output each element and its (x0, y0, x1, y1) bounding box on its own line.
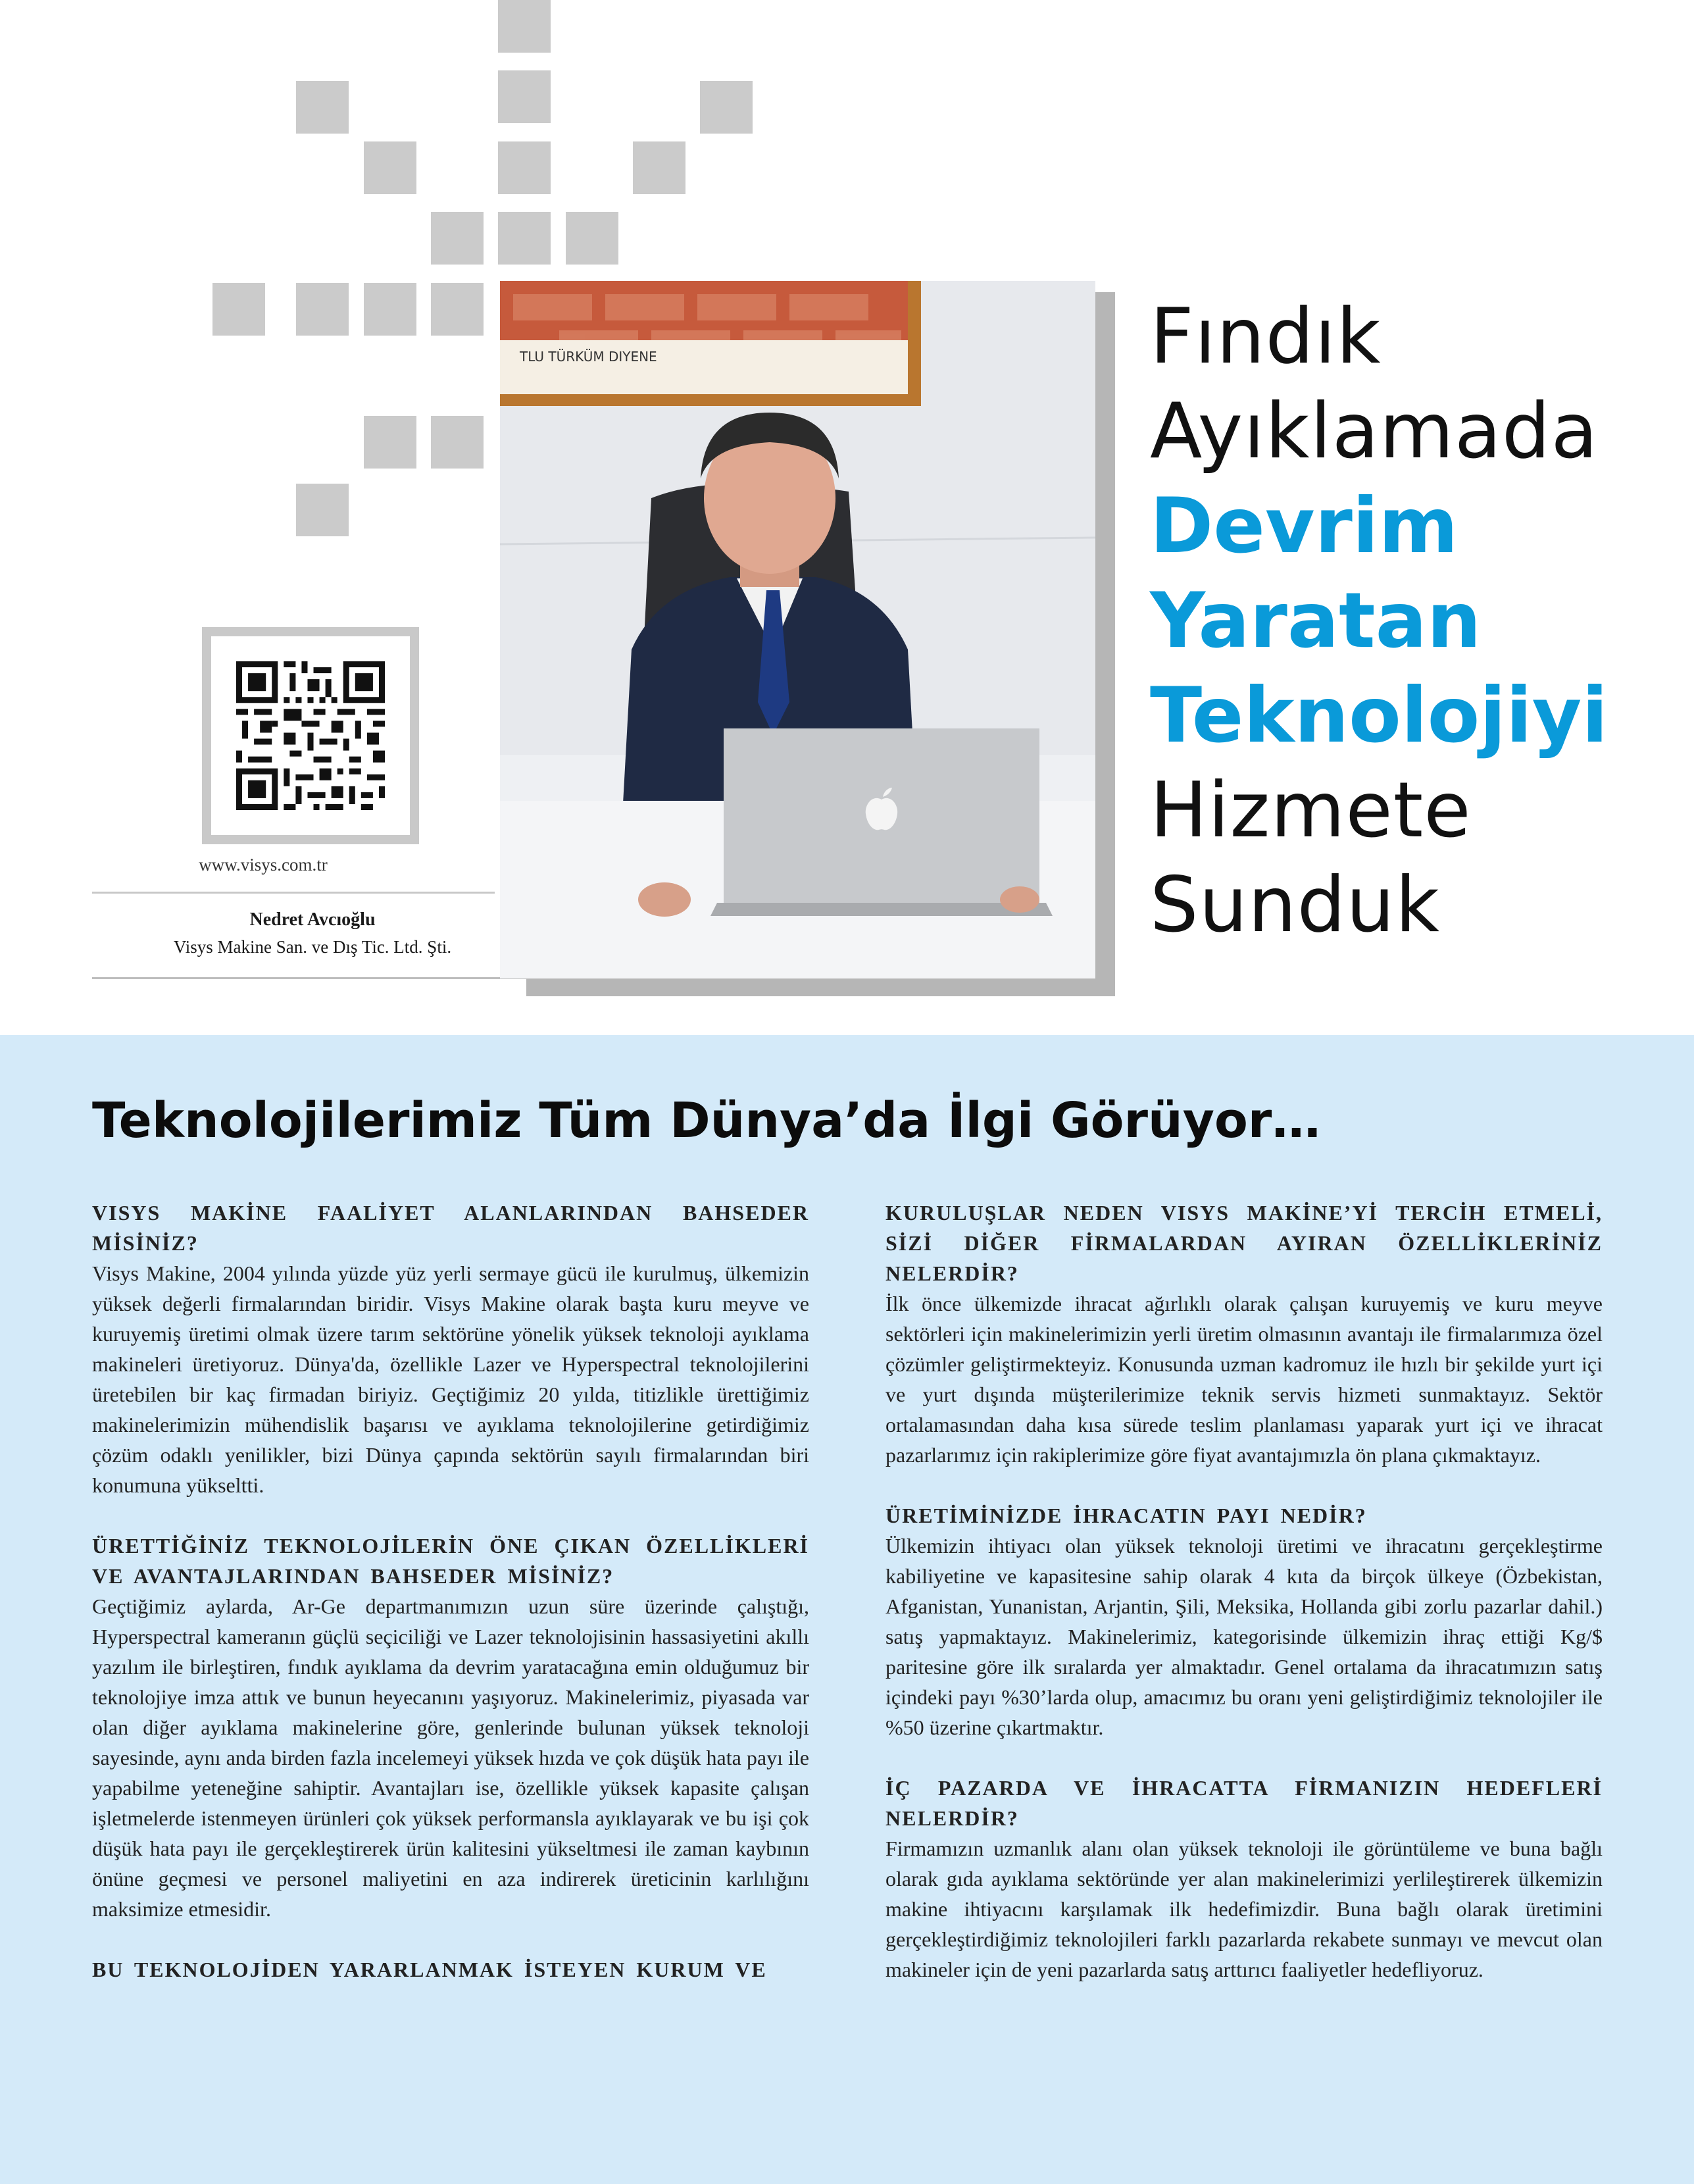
headline-highlight: Teknolojiyi (1150, 671, 1608, 760)
decor-square (296, 484, 349, 536)
person-company: Visys Makine San. ve Dış Tic. Ltd. Şti. (173, 937, 452, 957)
headline-line: Fındık (1150, 292, 1382, 381)
interview-question: BU TEKNOLOJİDEN YARARLANMAK İSTEYEN KURUM VE (92, 1958, 767, 1981)
headline (1150, 290, 1676, 953)
divider (92, 977, 526, 979)
decor-square (566, 212, 618, 265)
decor-square (212, 283, 265, 336)
decor-square (431, 212, 484, 265)
interview-answer: Visys Makine, 2004 yılında yüzde yüz yerli sermaye gücü ile kurulmuş, ülkemizin yüksek değerli firmalarından biridir. Visys Makine olarak başta kuru meyve ve kuruyemiş üretimi olmak üzere tarım sektörüne yönelik yüksek teknoloji ayıklama makineleri üretiyoruz. Dünya'da, özellikle Lazer ve Hyperspectral teknolojilerini üretebilen bir kaç firmadan biriyiz. Geçtiğimiz 20 yılda, titizlikle ürettiğimiz makinelerimizin mühendislik başarısı ve ayıklama teknolojilerine getirdiğimiz çözüm odaklı yenilikler, bizi Dünya çapında sektörün sayılı firmalarından biri konumuna yükseltti. (92, 1261, 809, 1497)
decor-square (700, 81, 753, 134)
decor-square (364, 416, 416, 469)
decor-square (364, 283, 416, 336)
article-column-right (885, 1198, 1603, 2015)
interview-question: ÜRETTİĞİNİZ TEKNOLOJİLERİN ÖNE ÇIKAN ÖZELLİKLERİ VE AVANTAJLARINDAN BAHSEDER MİSİNİZ? (92, 1534, 809, 1588)
interview-question: İÇ PAZARDA VE İHRACATTA FİRMANIZIN HEDEFLERİ NELERDİR? (885, 1776, 1603, 1830)
decor-square (498, 70, 551, 123)
article-column-left (92, 1198, 809, 1985)
photo-sign-text: TLU TÜRKÜM DIYENE (520, 349, 657, 365)
decor-square (498, 141, 551, 194)
decor-square (633, 141, 685, 194)
headline-highlight: Yaratan (1150, 576, 1482, 665)
headline-highlight: Devrim (1150, 482, 1458, 571)
decor-square (431, 283, 484, 336)
interview-answer: Geçtiğimiz aylarda, Ar-Ge departmanımızın uzun süre üzerinde çalıştığı, Hyperspectral kameranın güçlü seçiciliği ve Lazer teknolojisinin hassasiyetini akıllı yazılım ile birleştiren, fındık ayıklama da devrim yaratacağına emin olduğumuz bir teknolojiye imza attık ve bunun heyecanını yaşıyoruz. Makinelerimiz, piyasada var olan diğer ayıklama makinelerine göre, genlerinde bulunan yüksek teknoloji sayesinde, aynı anda birden fazla incelemeyi yüksek hızda ve çok düşük hata payı ile yapabilme yeteneğine sahiptir. Avantajları ise, özellikle yüksek kapasite çalışan işletmelerde istenmeyen ürünleri çok yüksek performansla ayıklayarak ve bu işi çok düşük hata payı ile gerçekleştirerek ürün kalitesini yükseltmesi ile zaman kaybının önüne geçmesi ve personel maliyetini en aza indirerek üreticinin karlılığını maksimize etmesidir. (92, 1594, 809, 1921)
decor-square (296, 81, 349, 134)
interview-answer: Firmamızın uzmanlık alanı olan yüksek teknoloji ile görüntüleme ve buna bağlı olarak gıda ayıklama sektöründe yer alan makinelerimizi yerlileştirerek ülkemizin makine ihtiyacını karşılamak ilk hedefimizdir. Buna bağlı olarak üretimini gerçekleştirdiğimiz teknolojileri farklı pazarlarda rekabete sunmayı ve mevcut olan makineler için de yeni pazarlarda satış arttırıcı faaliyetler hedefliyoruz. (885, 1837, 1603, 1981)
interview-question: VISYS MAKİNE FAALİYET ALANLARINDAN BAHSEDER MİSİNİZ? (92, 1201, 809, 1255)
decor-square (498, 0, 551, 53)
headline-line: Sunduk (1150, 861, 1440, 950)
interview-question: ÜRETİMİNİZDE İHRACATIN PAYI NEDİR? (885, 1504, 1367, 1527)
interview-answer: Ülkemizin ihtiyacı olan yüksek teknoloji üretimi ve ihracatını gerçekleştirme kabiliyetine ve kapasitesine sahip olarak 4 kıta da birçok ülkeye (Özbekistan, Afganistan, Yunanistan, Arjantin, Şili, Meksika, Hollanda gibi zorlu pazarlar dahil.) satış yapmaktayız. Makinelerimiz, kategorisinde ülkemizin ihraç ettiği Kg/$ paritesine göre ilk sıralarda yer almaktadır. Genel ortalama da ihracatımızın satış içindeki payı %30’larda olup, amacımız bu oranı yeni geliştirdiğimiz teknolojiler ile %50 üzerine çıkartmaktır. (885, 1534, 1603, 1739)
headline-line: Hizmete (1150, 766, 1472, 855)
article-title: Teknolojilerimiz Tüm Dünya’da İlgi Görüyor… (92, 1092, 1321, 1149)
decor-square (364, 141, 416, 194)
interview-answer: İlk önce ülkemizde ihracat ağırlıklı olarak çalışan kuruyemiş ve kuru meyve sektörleri için makinelerimizin yerli üretim olmasının avantajı ile firmalarımıza özel çözümler geliştirmekteyiz. Konusunda uzman kadromuz ile hızlı bir şekilde yurt içi ve yurt dışında müşterilerimize teknik servis hizmeti sunmaktayız. Sektör ortalamasından daha kısa sürede teslim planlaması yaparak yurt içi ve ihracat pazarlarımız için rakiplerimize göre fiyat avantajımızla ön plana çıkmaktayız. (885, 1292, 1603, 1467)
divider (92, 892, 495, 894)
portrait-photo (500, 281, 1095, 978)
headline-line: Ayıklamada (1150, 387, 1599, 476)
decor-square (296, 283, 349, 336)
person-name: Nedret Avcıoğlu (249, 909, 376, 930)
decor-square (498, 212, 551, 265)
decor-square (431, 416, 484, 469)
qr-code-icon (236, 661, 385, 810)
interview-question: KURULUŞLAR NEDEN VISYS MAKİNE’Yİ TERCİH ETMELİ, SİZİ DİĞER FİRMALARDAN AYIRAN ÖZELLİKLERİNİZ NELERDİR? (885, 1201, 1603, 1285)
qr-code-frame (202, 627, 419, 844)
website-link[interactable]: www.visys.com.tr (199, 855, 328, 875)
